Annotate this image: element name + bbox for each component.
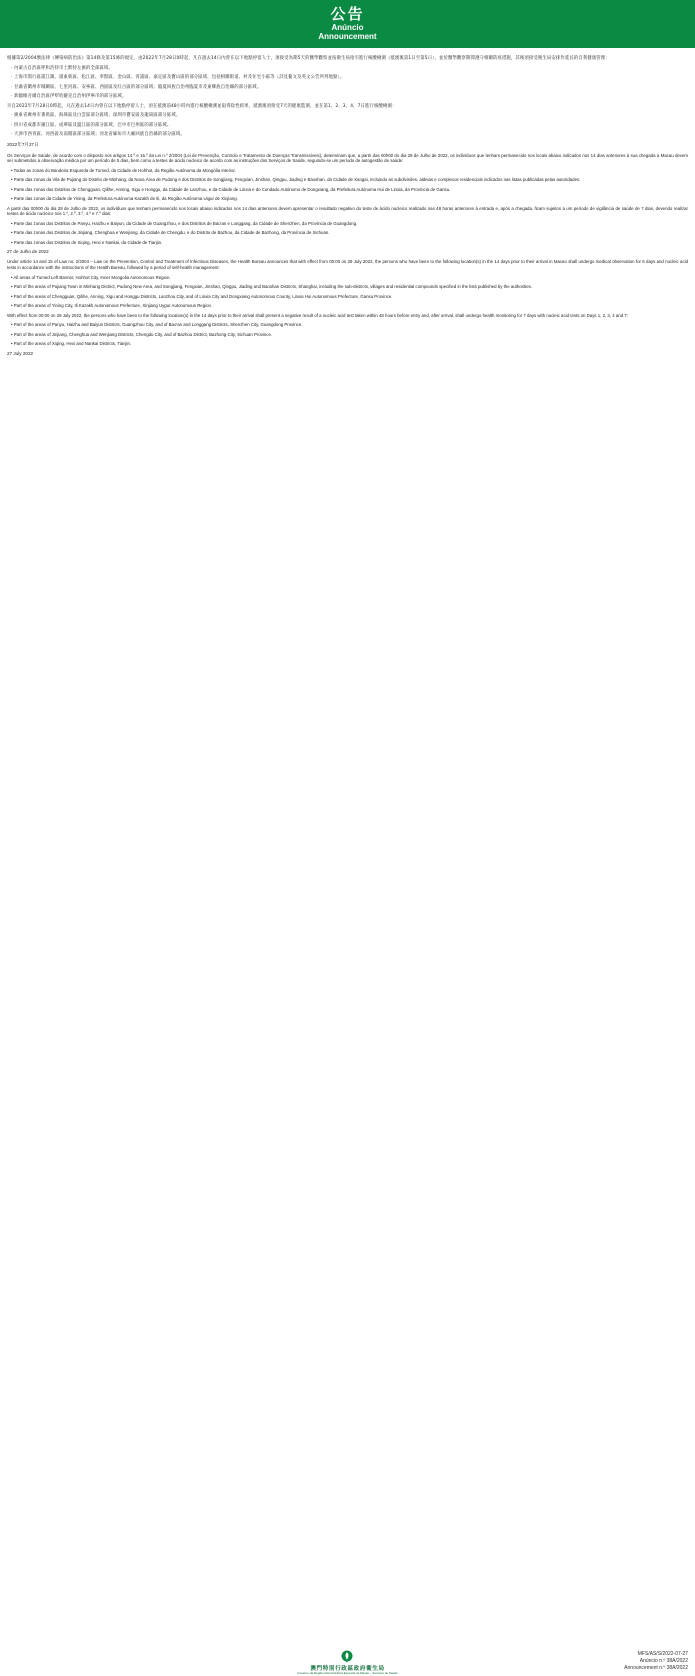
title-pt: Anúncio [331, 23, 364, 32]
zh-item: · 新疆維吾爾自治區伊犁哈薩克自治州伊寧市的部分區域。 [11, 94, 127, 99]
pt-item: • Parte das zonas dos Distritos de Chengguan, Qilihe, Anning, Xigu e Honggu, da Cidade de Lanzhou, e da Cidade de Linxia e do Condado Autónomo de Dongxiang, da Prefeitura Autónoma Hui de Linxia, da Província de Gansu. [11, 186, 451, 192]
pt-item: • Parte das zonas da Cidade de Yining, da Prefeitura Autónoma Kazakh de Ili, da Região Autónoma Uigur de Xinjiang. [11, 196, 238, 202]
zh-para2: 另自2022年7月28日0時起，凡在過去14日內曾在以下地點停留人士，須在抵澳前48小時內進行核酸檢測並取得陰性結果，抵澳後須接受7天的健康監測，並在第1、2、3、4、7日進行核酸檢測： [7, 103, 397, 109]
en-item: • Part of the areas of Chengguan, Qilihe, Anning, Xigu and Honggu Districts, Lanzhou City, and of Linxia City and Dongxiang Autonomous County, Linxia Hui Autonomous Prefecture, Gansu Province. [11, 293, 393, 299]
reference-pt: Anúncio n.º 38A/2022 [639, 1658, 688, 1665]
en-item: • All areas of Tumed Left Banner, Hohhot City, Inner Mongolia Autonomous Region. [11, 274, 171, 280]
en-item: • Part of the areas of Pujiang Town in Minhang District, Pudong New Area, and Songjiang, Fengxian, Jinshan, Qingpu, Jiading and Baoshan Districts, Shanghai, including the sub-districts, villages and residential compounds specified in the lists published by the authorities. [11, 284, 533, 290]
en-item: • Part of the areas of Xiqing, Hexi and Nankai Districts, Tianjin. [11, 341, 132, 347]
title-zh: 公告 [330, 5, 365, 23]
pt-date: 27 de Julho de 2022 [7, 249, 49, 255]
department-name [280, 1664, 415, 1676]
health-bureau-emblem-icon [341, 1650, 353, 1663]
pt-item: • Parte das zonas da Vila de Pujiang do Distrito de Minhang, da Nova Área de Pudong e dos Distritos de Songjiang, Fengxian, Jinshan, Qingpu, Jiading e Baoshan, da Cidade de Xangai, incluindo as subdivisões, aldeias e complexos residenciais indicados nas listas publicadas pelas autoridades. [11, 177, 581, 183]
title-pt-en [0, 23, 695, 41]
zh-item: · 上海市閔行區浦江鎮、浦東新區、松江區、奉賢區、金山區、青浦區、嘉定區及寶山區的部分區域，包括相關街道、村及住宅小區等（詳見葡文及英文公告所列地點）。 [11, 75, 345, 80]
header-banner [0, 0, 695, 48]
zh-item: · 內蒙古自治區呼和浩特市土默特左旗的全部區域。 [11, 65, 113, 71]
pt-para2: A partir das 00h00 do dia 28 de Julho de 2022, os indivíduos que tenham permanecido nos locais abaixo indicados nos 14 dias anteriores devem apresentar o resultado negativo do teste de ácido nucleico realizado nas 48 horas anteriores à entrada e, após a chegada, ficam sujeitos a um período de vigilância de saúde de 7 dias, devendo realizar testes de ácido nucleico nos 1.º, 2.º, 3.º, 4.º e 7.º dias: [7, 205, 688, 217]
reference-code: MFS/AS/S/2022-07-27 [637, 1651, 688, 1657]
en-para2: With effect from 00:00 on 28 July 2022, the persons who have been to the following location(s) in the 14 days prior to their arrival shall present a negative result of a nucleic acid test taken within 48 hours before entry and, after arrival, shall undergo health monitoring for 7 days with nucleic acid tests on Days 1, 2, 3, 4 and 7: [7, 312, 628, 318]
en-item: • Part of the areas of Panyu, Haizhu and Baiyun Districts, Guangzhou City, and of Bao'an and Longgang Districts, Shenzhen City, Guangdong Province. [11, 322, 303, 328]
pt-item: • Todas as zonas do Bandeira Esquerda de Tumed, da Cidade de Hohhot, da Região Autónoma da Mongólia Interior. [11, 167, 236, 173]
en-item: • Part of the areas of Jinjiang, Chenghua and Wenjiang Districts, Chengdu City, and of Bazhou District, Bazhong City, Sichuan Province. [11, 331, 273, 337]
title-en: Announcement [318, 32, 377, 41]
zh-item: · 天津市西青區、河西區及南開區部分區域；河北省廊坊市大廠回族自治縣的部分區域。 [11, 132, 185, 137]
en-intro: Under article 14 and 15 of Law no. 2/2004 – Law on the Prevention, Control and Treatment of Infectious Diseases, the Health Bureau announces that with effect from 00:00 on 28 July 2022, the persons who have been to the following location(s) in the 14 days prior to their arrival in Macao shall undergo medical observation for 5 days and nucleic acid tests in accordance with the instructions of the Health Bureau, followed by a period of self-health management: [7, 259, 688, 271]
reference-en: Announcement n.º 38A/2022 [624, 1665, 688, 1672]
pt-item: • Parte das zonas dos Distritos de Xiqing, Hexi e Nankai, da Cidade de Tianjin. [11, 239, 163, 245]
zh-item: · 廣東省廣州市番禺區、海珠區及白雲區部分區域；深圳市寶安區及龍崗區部分區域。 [11, 113, 181, 118]
footer [0, 824, 695, 1675]
en-item: • Part of the areas of Yining City, Ili Kazakh Autonomous Prefecture, Xinjiang Uygur Autonomous Region. [11, 303, 213, 309]
department-name-pt: Governo da Região Administrativa Especial de Macau – Serviços de Saúde [297, 1671, 398, 1675]
reference-numbers [624, 1651, 688, 1673]
zh-intro: 根據第2/2004號法律《傳染病防治法》第14條及第15條的規定，由2022年7月28日0時起，凡在過去14日內曾在以下地點停留人士，須接受為期5天的醫學觀察並按衛生局指引進行核酸檢測（抵澳後第1日至第5日），並於醫學觀察期間遵守相關防疫措施，其後須接受衛生局安排作延長的自我健康管理： [7, 56, 610, 61]
en-date: 27 July 2022 [7, 350, 34, 356]
announcement-body [7, 56, 688, 361]
zh-date: 2022年7月27日 [7, 141, 39, 147]
pt-item: • Parte das zonas dos Distritos de Panyu, Haizhu e Baiyun, da Cidade de Guangzhou, e dos Distritos de Bao'an e Longgang, da Cidade de Shenzhen, da Província de Guangdong. [11, 220, 358, 226]
pt-item: • Parte das zonas dos Distritos de Jinjiang, Chenghua e Wenjiang, da Cidade de Chengdu, e do Distrito de Bazhou, da Cidade de Bazhong, da Província de Sichuan. [11, 230, 330, 236]
department-name-zh: 澳門特別行政區政府衛生局 [310, 1666, 385, 1672]
pt-intro: Os Serviços de Saúde, de acordo com o disposto nos artigos 14.º e 15.º da Lei n.º 2/2004 (Lei de Prevenção, Controlo e Tratamento de Doenças Transmissíveis), determinam que, a partir das 00h00 do dia 28 de Julho de 2022, os indivíduos que tenham permanecido nos locais abaixo indicados nos 14 dias anteriores à sua chegada a Macau devem ser submetidos a observação médica por um período de 5 dias, bem como a testes de ácido nucleico de acordo com as instruções dos Serviços de Saúde, seguindo-se um período de autogestão de saúde: [7, 152, 688, 164]
zh-item: · 四川省成都市錦江區、成華區及溫江區的部分區域；巴中市巴州區的部分區域。 [11, 122, 172, 128]
zh-item: · 甘肅省蘭州市城關區、七里河區、安寧區、西固區及紅古區的部分區域；臨夏回族自治州臨夏市及東鄉族自治縣的部分區域。 [11, 84, 262, 90]
